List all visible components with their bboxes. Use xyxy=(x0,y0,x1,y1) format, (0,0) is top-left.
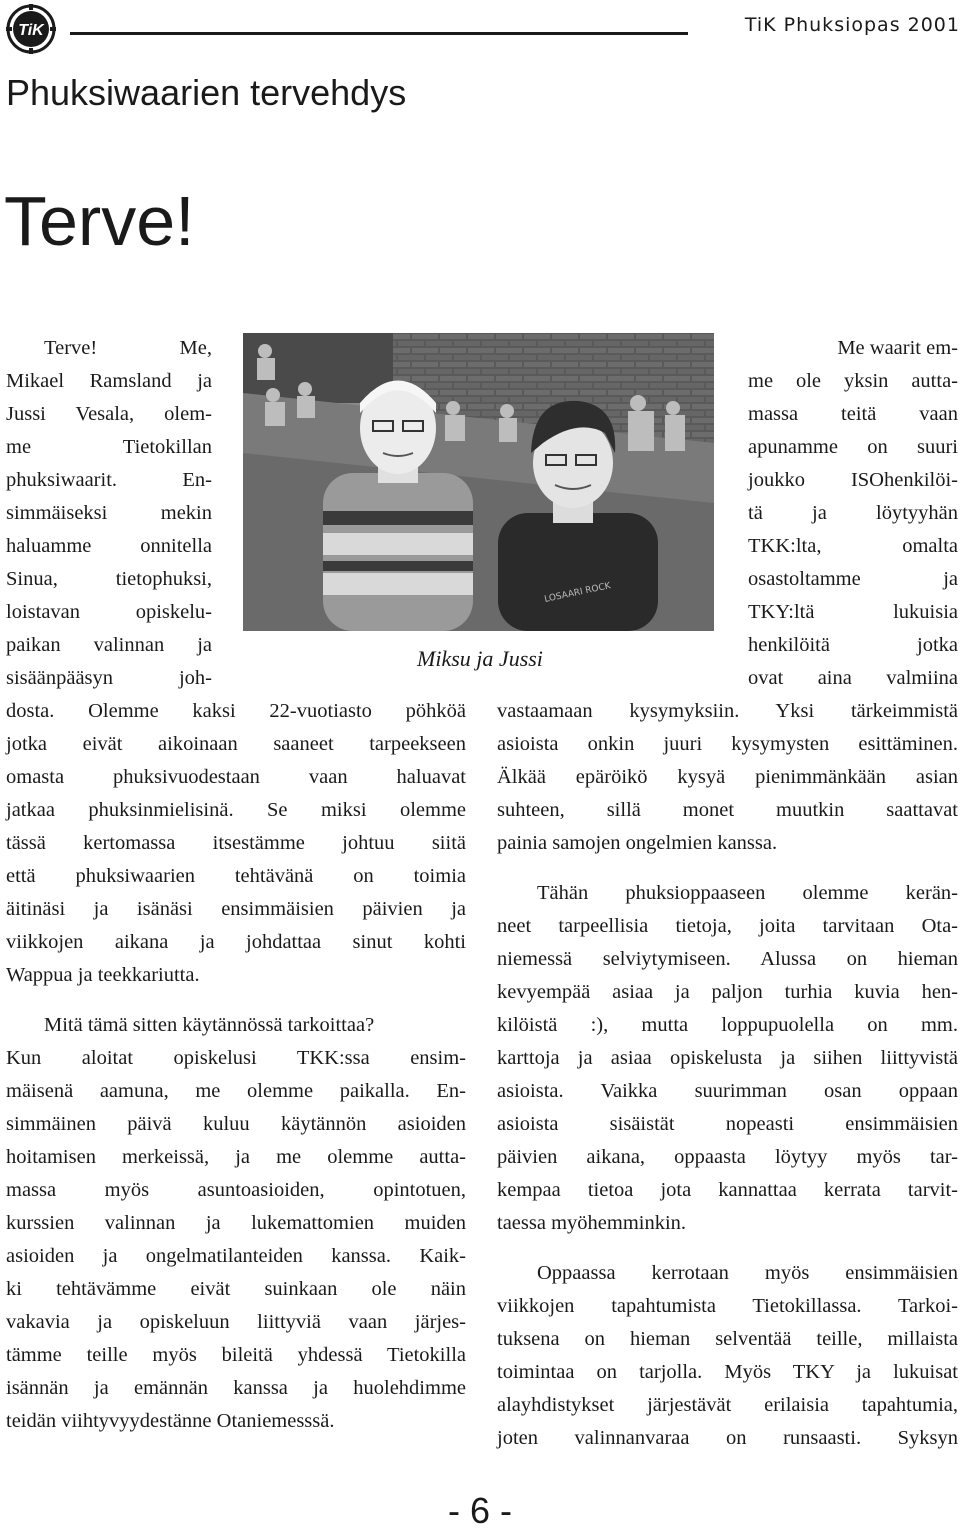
text-line: alayhdistykset järjestävät erilaisia tapahtumia, xyxy=(497,1394,958,1416)
text-line: viikkojen tapahtumista Tietokillassa. Tarkoi- xyxy=(497,1295,958,1317)
page-title: Phuksiwaarien tervehdys xyxy=(6,72,407,113)
page-number: - 6 - xyxy=(447,1490,512,1531)
text-line: henkilöitä jotka xyxy=(748,634,958,656)
text-line: mäisenä aamuna, me olemme paikalla. En- xyxy=(6,1080,466,1102)
text-line: taessa myöhemminkin. xyxy=(497,1212,687,1234)
text-line: ovat aina valmiina xyxy=(748,667,958,689)
text-line: paikan valinnan ja xyxy=(6,634,212,656)
text-line: tämme teille myös bileitä yhdessä Tietokilla xyxy=(6,1344,466,1366)
shirt-print: LOSAARI ROCK xyxy=(543,581,612,605)
logo-text: TiK xyxy=(18,22,44,39)
text-line: karttoja ja asiaa opiskelusta ja siihen liittyvistä xyxy=(497,1047,958,1069)
text-line: vastaamaan kysymyksiin. Yksi tärkeimmistä xyxy=(497,700,958,722)
text-line: kurssien valinnan ja lukemattomien muiden xyxy=(6,1212,466,1234)
text-line: asioiden ja ongelmatilanteiden kanssa. Kaik- xyxy=(6,1245,466,1267)
text-line: massa myös asuntoasioiden, opintotuen, xyxy=(6,1179,466,1201)
text-line: Kun aloitat opiskelusi TKK:ssa ensim- xyxy=(6,1047,466,1069)
text-line: simmäinen päivä kuluu käytännön asioiden xyxy=(6,1113,466,1135)
text-line: me ole yksin autta- xyxy=(748,370,958,392)
text-line: jotka eivät aikoinaan saaneet tarpeekseen xyxy=(6,733,466,755)
article-heading: Terve! xyxy=(4,182,195,260)
text-line: Mitä tämä sitten käytännössä tarkoittaa? xyxy=(44,1014,375,1036)
text-line: toimintaa on tarjolla. Myös TKY ja lukuisat xyxy=(497,1361,958,1383)
text-line: Mikael Ramsland ja xyxy=(6,370,212,392)
text-line: loistavan opiskelu- xyxy=(6,601,212,623)
text-line: kempaa tietoa jota kannattaa kerrata tarvit- xyxy=(497,1179,958,1201)
text-line: Oppaassa kerrotaan myös ensimmäisien xyxy=(537,1262,958,1284)
text-line: niemessä selviytymiseen. Alussa on hieman xyxy=(497,948,958,970)
text-line: asioista sisäistät nopeasti ensimmäisien xyxy=(497,1113,958,1135)
text-line: tä ja löytyyhän xyxy=(748,502,958,524)
text-line: kilöistä :), mutta loppupuolella on mm. xyxy=(497,1014,958,1036)
text-line: äitinäsi ja isänäsi ensimmäisien päivien ja xyxy=(6,898,466,920)
text-line: isännän ja emännän kanssa ja huolehdimme xyxy=(6,1377,466,1399)
text-line: phuksiwaarit. En- xyxy=(6,469,212,491)
text-line: joukko ISOhenkilöi- xyxy=(748,469,958,491)
photo-caption: Miksu ja Jussi xyxy=(417,646,543,671)
text-line: neet tarpeellisia tietoja, joita tarvitaan Ota- xyxy=(497,915,958,937)
text-line: Älkää epäröikö kysyä pienimmänkään asian xyxy=(497,766,958,788)
text-line: tässä kertomassa itsestämme johtuu siitä xyxy=(6,832,466,854)
text-line: asioista. Vaikka suurimman osan oppaan xyxy=(497,1080,958,1102)
text-line: että phuksiwaarien tehtävänä on toimia xyxy=(6,865,466,887)
text-line: Wappua ja teekkariutta. xyxy=(6,964,200,986)
text-line: vakavia ja opiskeluun liittyviä vaan järjes- xyxy=(6,1311,466,1333)
text-line: omasta phuksivuodestaan vaan haluavat xyxy=(6,766,466,788)
text-line: sisäänpääsyn joh- xyxy=(6,667,212,689)
text-line: apunamme on suuri xyxy=(748,436,958,458)
text-line: me Tietokillan xyxy=(6,436,212,458)
header-rule xyxy=(70,32,688,35)
text-line: Sinua, tietophuksi, xyxy=(6,568,212,590)
text-line: simmäiseksi mekin xyxy=(6,502,212,524)
text-line: joten valinnanvaraa on runsaasti. Syksyn xyxy=(497,1427,958,1449)
tik-logo-icon xyxy=(6,4,56,54)
text-line: Tähän phuksioppaaseen olemme kerän- xyxy=(537,882,958,904)
text-line: tuksena on hieman selventää teille, millaista xyxy=(497,1328,958,1350)
text-line: hoitamisen merkeissä, ja me olemme autta- xyxy=(6,1146,466,1168)
text-line: massa teitä vaan xyxy=(748,403,958,425)
photo xyxy=(243,333,714,631)
text-line: päivien aikana, oppaasta löytyy myös tar- xyxy=(497,1146,958,1168)
text-line: teidän viihtyvyydestänne Otaniemesssä. xyxy=(6,1410,335,1432)
header-title: TiK Phuksiopas 2001 xyxy=(744,14,960,36)
text-line: TKY:ltä lukuisia xyxy=(748,601,958,623)
text-line: viikkojen aikana ja johdattaa sinut kohti xyxy=(6,931,466,953)
text-line: osastoltamme ja xyxy=(748,568,958,590)
text-line: suhteen, sillä monet muutkin saattavat xyxy=(497,799,958,821)
text-line: haluamme onnitella xyxy=(6,535,212,557)
text-line: TKK:lta, omalta xyxy=(748,535,958,557)
text-line: kevyempää asiaa ja paljon turhia kuvia hen- xyxy=(497,981,958,1003)
text-line: asioista onkin juuri kysymysten esittäminen. xyxy=(497,733,958,755)
text-line: Terve! Me, xyxy=(44,337,212,359)
text-line: dosta. Olemme kaksi 22-vuotiasto pöhköä xyxy=(6,700,466,722)
text-line: painia samojen ongelmien kanssa. xyxy=(497,832,778,854)
text-line: ki tehtävämme eivät suinkaan ole näin xyxy=(6,1278,466,1300)
text-line: Me waarit em- xyxy=(837,337,958,359)
text-line: jatkaa phuksinmielisinä. Se miksi olemme xyxy=(6,799,466,821)
text-line: Jussi Vesala, olem- xyxy=(6,403,212,425)
